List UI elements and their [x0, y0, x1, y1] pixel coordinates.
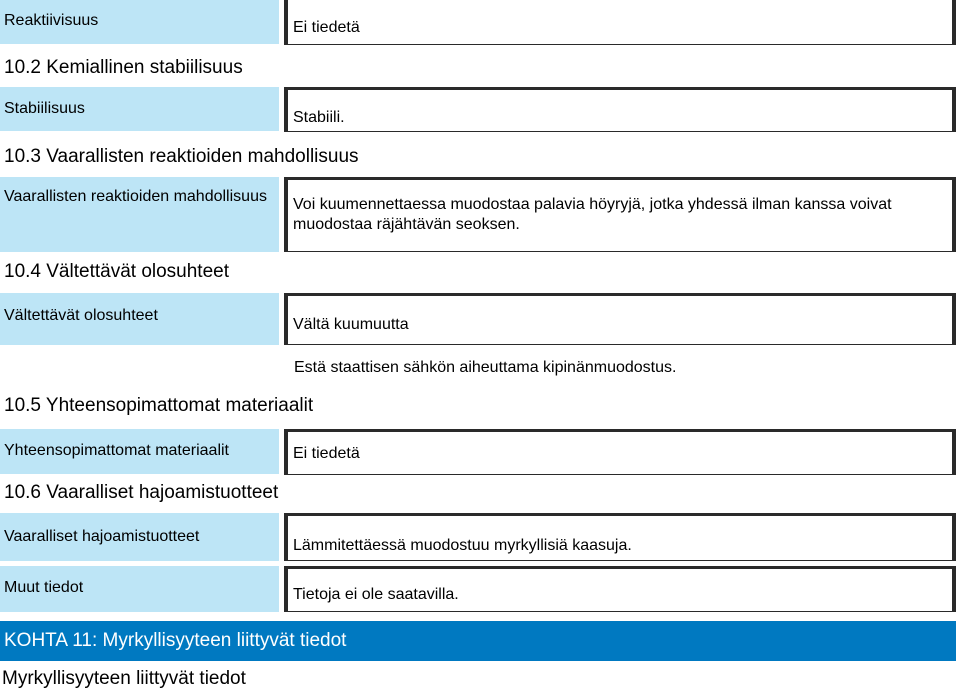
other-info-label — [0, 566, 279, 612]
stability-value-box — [284, 87, 956, 132]
other-info-value-box — [284, 566, 956, 612]
section-11-title-bar — [0, 621, 956, 661]
incompatible-materials-label — [0, 429, 279, 474]
reactivity-label-text: Reaktiivisuus — [4, 12, 99, 29]
incompatible-materials-value-box — [284, 429, 956, 475]
stability-value: Stabiili. — [293, 109, 345, 126]
hazardous-decomposition-value-box — [284, 513, 956, 561]
stability-label-text: Stabiilisuus — [4, 100, 85, 117]
incompatible-materials-label-text: Yhteensopimattomat materiaalit — [4, 442, 229, 459]
hazardous-decomposition-label — [0, 513, 279, 561]
conditions-to-avoid-extra: Estä staattisen sähkön aiheuttama kipinänmuodostus. — [294, 359, 677, 376]
toxicology-subheading: Myrkyllisyyteen liittyvät tiedot — [2, 668, 246, 689]
hazardous-decomposition-label-text: Vaaralliset hajoamistuotteet — [4, 528, 200, 545]
chemical-stability-heading: 10.2 Kemiallinen stabiilisuus — [4, 57, 243, 78]
hazardous-reactions-label — [0, 177, 279, 252]
reactivity-label — [0, 0, 279, 44]
hazardous-reactions-label-text: Vaarallisten reaktioiden mahdollisuus — [4, 188, 267, 205]
incompatible-materials-value: Ei tiedetä — [293, 445, 360, 462]
hazardous-reactions-heading: 10.3 Vaarallisten reaktioiden mahdollisuus — [4, 146, 359, 167]
conditions-to-avoid-value-box — [284, 293, 956, 345]
incompatible-materials-heading: 10.5 Yhteensopimattomat materiaalit — [4, 395, 314, 416]
conditions-to-avoid-heading: 10.4 Vältettävät olosuhteet — [4, 261, 229, 282]
other-info-value: Tietoja ei ole saatavilla. — [293, 586, 459, 603]
section-11-title: KOHTA 11: Myrkyllisyyteen liittyvät tiedot — [4, 630, 347, 651]
conditions-to-avoid-label — [0, 293, 279, 345]
hazardous-decomposition-heading: 10.6 Vaaralliset hajoamistuotteet — [4, 482, 279, 503]
hazardous-decomposition-value: Lämmitettäessä muodostuu myrkyllisiä kaasuja. — [293, 537, 632, 554]
hazardous-reactions-value-box — [284, 177, 956, 252]
reactivity-value-box — [284, 0, 956, 45]
other-info-label-text: Muut tiedot — [4, 579, 84, 596]
hazardous-reactions-value: Voi kuumennettaessa muodostaa palavia höyryjä, jotka yhdessä ilman kanssa voivat muodostaa räjähtävän seoksen. — [293, 196, 892, 233]
reactivity-value: Ei tiedetä — [293, 19, 360, 36]
stability-label — [0, 87, 279, 131]
conditions-to-avoid-value: Vältä kuumuutta — [293, 316, 409, 333]
conditions-to-avoid-label-text: Vältettävät olosuhteet — [4, 307, 158, 324]
